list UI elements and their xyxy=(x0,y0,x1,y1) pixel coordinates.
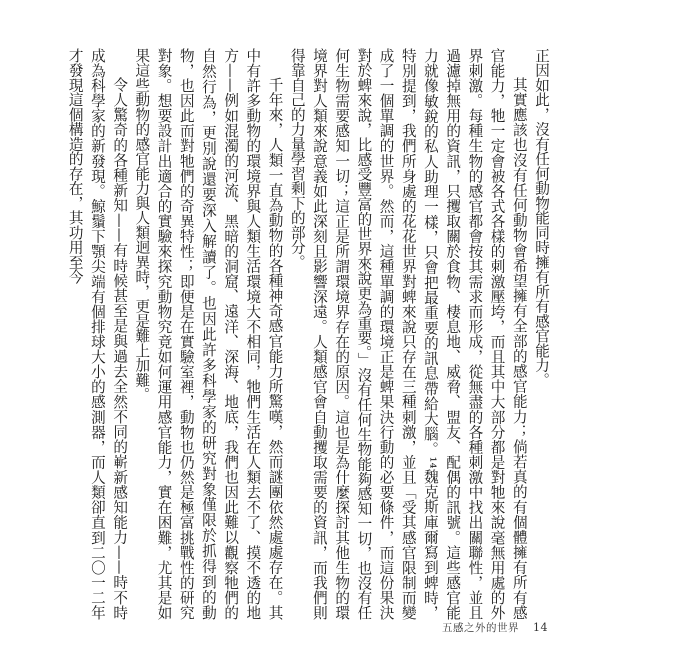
paragraph: 令人驚奇的各種新知——有時候甚至是與過去全然不同的嶄新感知能力——時不時成為科學家的新發現。鯨鬚下顎尖端有個排球大小的感測器，而人類卻直到二〇一二年才發現這個構造的存在，其功用至今 xyxy=(66,48,129,620)
body-text xyxy=(66,48,552,620)
page-footer xyxy=(442,620,548,635)
running-title: 五感之外的世界 xyxy=(442,622,519,634)
page-number: 14 xyxy=(533,621,548,634)
paragraph: 正因如此，沒有任何動物能同時擁有所有感官能力。 xyxy=(533,48,550,388)
paragraph: 其實應該也沒有任何動物會希望擁有全部的感官能力；倘若真的有個體擁有所有感官能力，牠一定會被各式各樣的刺激壓垮，而且其中大部分都是對牠來說毫無用處的外界刺激。每種生物的感官都會按其需求而形成，從無盡的各種刺激中找出關聯性，並且過濾掉無用的資訊，只攫取關於食物、棲息地、威脅、盟友、配偶的訊號。這些感官能力就像敏銳的私人助理一樣，只會把最重要的訊息帶給大腦。¹⁴魏克斯庫爾寫到蜱時，特別提到，我們所身處的花花世界對蜱來說只存在三種刺激，並且「受其感官限制而變成了一個單調的世界。然而，這種單調的環境正是蜱果決行動的必要條件，而這份果決對於蜱來說，比感受豐富的世界來說更為重要。」沒有任何生物能夠感知一切，也沒有任何生物需要感知一切；這正是所謂環境界存在的原因。這也是為什麼探討其他生物的環境界對人類來說意義如此深刻且影響深遠。人類感官會自動攫取需要的資訊，而我們則得靠自己的力量學習剩下的部分。 xyxy=(288,48,528,620)
paragraph: 千年來，人類一直為動物的各種神奇感官能力所驚嘆，然而謎團依然處處存在。其中有許多動物的環境界與人類生活環境大不相同，牠們生活在人類去不了、摸不透的地方——例如混濁的河流、黑暗的洞窟、遠洋、深海、地底，我們也因此難以觀察牠們的自然行為，更別說還要深入解讀了。也因此許多科學家的研究對象僅限於抓得到的動物，也因此而對牠們的奇異特性；即便是在實驗室裡，動物也仍然是極富挑戰性的研究對象。想要設計出適合的實驗來探究動物究竟如何運用感官能力，實在困難，尤其是如果這些動物的感官能力與人類迥異時，更是難上加難。 xyxy=(133,48,284,620)
